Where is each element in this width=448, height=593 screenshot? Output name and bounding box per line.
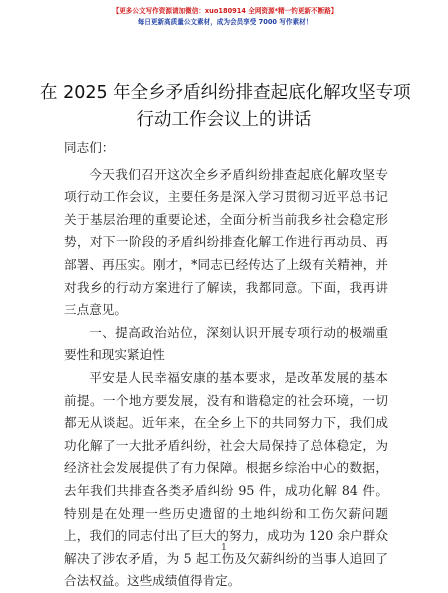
salutation: 同志们： bbox=[64, 140, 115, 155]
title-line-2: 行动工作会议上的讲话 bbox=[136, 110, 312, 130]
document-body bbox=[64, 137, 388, 593]
paragraph-safety: 平安是人民幸福安康的基本要求，是改革发展的基本前提。一个地方要发展，没有和谐稳定的社会环境，一切都无从谈起。近年来，在全乡上下的共同努力下，我们成功化解了一大批矛盾纠纷，社会大局保持了总体稳定，为经济社会发展提供了有力保障。根据乡综治中心的数据，去年我们共排查各类矛盾纠纷 95 件，成功化解 84 件。特别是在处理一些历史遗留的土地纠纷和工伤欠薪问题上，我们的同志付出了巨大的努力，成功为 120 余户群众解决了涉农矛盾，为 5 起工伤及欠薪纠纷的当事人追回了合法权益。这些成绩值得肯定。 bbox=[64, 369, 388, 589]
paragraph-intro: 今天我们召开这次全乡矛盾纠纷排查起底化解攻坚专项行动工作会议，主要任务是深入学习贯彻习近平总书记关于基层治理的重要论述，全面分析当前我乡社会稳定形势，对下一阶段的矛盾纠纷排查化解工作进行再动员、再部署、再压实。刚才，*同志已经传达了上级有关精神，并对我乡的行动方案进行了解读，我都同意。下面，我再讲三点意见。 bbox=[64, 166, 388, 318]
banner-line-2: 每日更新高质量公文素材，成为会员享受 7000 写作素材！ bbox=[137, 18, 313, 26]
promo-banner bbox=[60, 6, 390, 28]
banner-line-1: 【更多公文写作资源请加微信：xuo180914 全网资源*精一钓更新不断路】 bbox=[112, 7, 338, 15]
document-title bbox=[40, 80, 411, 134]
page-number: 1 bbox=[221, 543, 227, 553]
section-heading-1: 一、提高政治站位，深刻认识开展专项行动的极端重要性和现实紧迫性 bbox=[64, 324, 388, 363]
title-line-1: 在 2025 年全乡矛盾纠纷排查起底化解攻坚专项 bbox=[40, 83, 411, 103]
